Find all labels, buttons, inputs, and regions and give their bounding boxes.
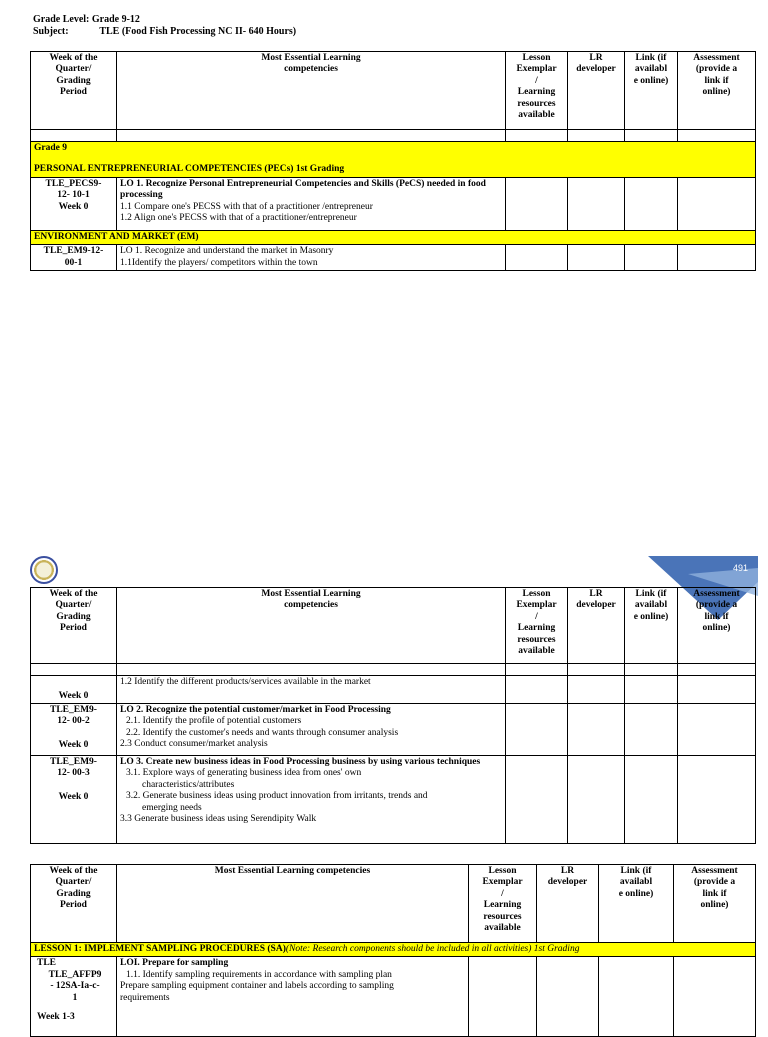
table-row (31, 178, 756, 231)
melc-table-1 (30, 51, 756, 271)
pecs-heading: PERSONAL ENTREPRENEURIAL COMPETENCIES (PECs) 1st Grading (34, 164, 345, 175)
table-row (31, 957, 756, 1037)
week-header: Week of the Quarter/ Grading Period (31, 865, 117, 943)
lesson-section-row (31, 943, 756, 957)
grade-9-label: Grade 9 (34, 143, 67, 153)
lr-header: LR developer (537, 865, 599, 943)
lesson-note: (Note: Research components should be included in all activities) 1st Grading (285, 944, 580, 954)
week-header: Week of the Quarter/ Grading Period (31, 588, 117, 664)
competency-code: TLE_EM9- 12- 00-3 Week 0 (31, 756, 117, 844)
table-header-row (31, 588, 756, 664)
competency-description: LO 2. Recognize the potential customer/market in Food Processing 2.1. Identify the profile of potential customers 2.2. Identify the customer's needs and wants through consumer analysis 2.3 Conduct consumer/market analysis (117, 704, 506, 756)
week-header: Week of the Quarter/ Grading Period (31, 52, 117, 130)
competency-description: 1.2 Identify the different products/services available in the market (117, 676, 506, 704)
competency-code: TLE TLE_AFFP9 - 12SA-Ia-c- 1 Week 1-3 (31, 957, 117, 1037)
deped-seal-logo (30, 556, 58, 584)
assessment-header: Assessment (provide a link if online) (678, 52, 756, 130)
subject-value: TLE (Food Fish Processing NC II- 640 Hours) (99, 26, 297, 37)
table-row (31, 676, 756, 704)
lr-header: LR developer (568, 588, 625, 664)
melc-header: Most Essential Learning competencies (117, 588, 506, 664)
assessment-header: Assessment (provide a link if online) (674, 865, 756, 943)
blank-row (31, 664, 756, 676)
lr-header: LR developer (568, 52, 625, 130)
competency-code: TLE_EM9-12- 00-1 (31, 245, 117, 271)
subject-line (33, 26, 296, 38)
grade-level-label: Grade Level: (33, 14, 90, 25)
grade-level-value: Grade 9-12 (91, 14, 140, 25)
page-number: 491 (732, 563, 748, 573)
melc-header: Most Essential Learning competencies (117, 865, 469, 943)
table-header-row (31, 865, 756, 943)
competency-description: LO 1. Recognize and understand the market in Masonry 1.1Identify the players/ competitors within the town (117, 245, 506, 271)
table-row (31, 704, 756, 756)
week-label: Week 0 (31, 676, 117, 704)
assessment-header: Assessment (provide a link if online) (678, 588, 756, 664)
em-heading: ENVIRONMENT AND MARKET (EM) (31, 231, 756, 245)
competency-description: LO 1. Recognize Personal Entrepreneurial Competencies and Skills (PeCS) needed in food processing 1.1 Compare one's PECSS with that of a practitioner /entrepreneur 1.2 Align one's PECSS with that of a practitioner/entrepreneur (117, 178, 506, 231)
blank-row (31, 130, 756, 142)
competency-code: TLE_EM9- 12- 00-2 Week 0 (31, 704, 117, 756)
competency-description: LOI. Prepare for sampling 1.1. Identify sampling requirements in accordance with sampling plan Prepare sampling equipment container and labels according to sampling requirements (117, 957, 469, 1037)
competency-description: LO 3. Create new business ideas in Food Processing business by using various techniques 3.1. Explore ways of generating business idea from ones' own characteristics/attributes 3.2. Generate business ideas using product innovation from irritants, trends and emerging needs 3.3 Generate business ideas using Serendipity Walk (117, 756, 506, 844)
lesson-header: Lesson Exemplar / Learning resources available (469, 865, 537, 943)
melc-header: Most Essential Learning competencies (117, 52, 506, 130)
em-section-row (31, 231, 756, 245)
lesson-heading: LESSON 1: IMPLEMENT SAMPLING PROCEDURES (SA) (34, 944, 286, 954)
lesson-header: Lesson Exemplar / Learning resources available (506, 588, 568, 664)
link-header: Link (if availabl e online) (625, 52, 678, 130)
melc-table-3 (30, 864, 756, 1037)
table-header-row (31, 52, 756, 130)
grade-level-line (33, 14, 140, 26)
grade-section-row (31, 142, 756, 178)
link-header: Link (if availabl e online) (599, 865, 674, 943)
competency-code: TLE_PECS9- 12- 10-1 Week 0 (31, 178, 117, 231)
table-row (31, 756, 756, 844)
table-row (31, 245, 756, 271)
lesson-header: Lesson Exemplar / Learning resources available (506, 52, 568, 130)
subject-label: Subject: (33, 26, 69, 37)
link-header: Link (if availabl e online) (625, 588, 678, 664)
melc-table-2 (30, 587, 756, 844)
